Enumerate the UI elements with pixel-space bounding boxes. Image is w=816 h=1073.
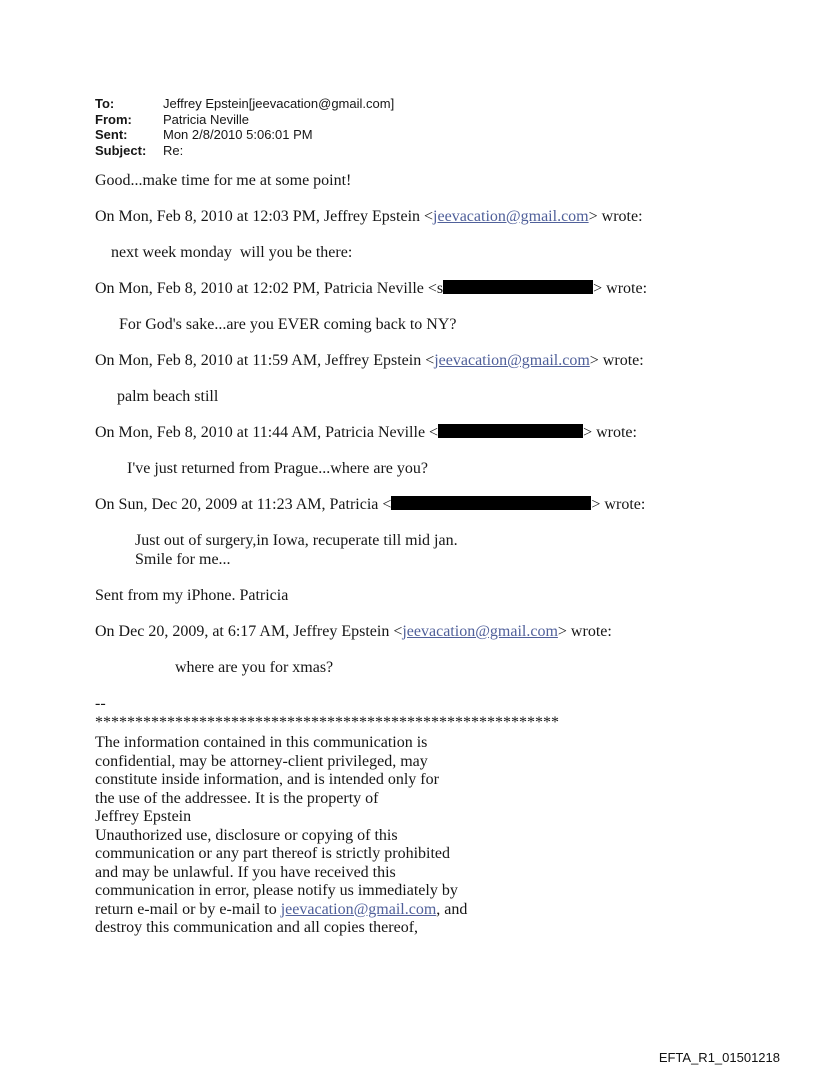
signature-line: Sent from my iPhone. Patricia [95, 587, 289, 604]
quote-text: On Mon, Feb 8, 2010 at 11:44 AM, Patricia Neville < [95, 424, 439, 441]
disclaimer-line: communication or any part thereof is strictly prohibited [95, 845, 451, 862]
disclaimer-line: The information contained in this communication is [95, 734, 428, 751]
message-line-6: where are you for xmas? [175, 659, 334, 676]
from-label: From: [95, 111, 132, 127]
disclaimer-text: return e-mail or by e-mail to [95, 900, 281, 918]
email-link[interactable]: jeevacation@gmail.com [434, 352, 590, 369]
quote-header-3 [95, 351, 735, 370]
header-row-to [95, 96, 394, 112]
quote-header-6 [95, 622, 735, 641]
quote-header-4 [95, 423, 735, 442]
from-value: Patricia Neville [163, 111, 249, 127]
asterisk-divider: ********************************************************** [95, 714, 559, 731]
header-row-subject [95, 143, 394, 159]
disclaimer-line: Jeffrey Epstein [95, 808, 192, 825]
confidentiality-disclaimer [95, 734, 735, 938]
redaction-bar [443, 280, 593, 294]
quote-text: On Sun, Dec 20, 2009 at 11:23 AM, Patricia < [95, 496, 392, 513]
quote-text: > wrote: [593, 280, 648, 297]
disclaimer-line: confidential, may be attorney-client privileged, may [95, 752, 428, 770]
sent-value: Mon 2/8/2010 5:06:01 PM [163, 127, 313, 142]
quote-text: On Mon, Feb 8, 2010 at 11:59 AM, Jeffrey Epstein < [95, 352, 435, 369]
disclaimer-text: , and [436, 900, 468, 918]
header-row-sent [95, 127, 394, 143]
email-link[interactable]: jeevacation@gmail.com [433, 208, 589, 225]
quote-header-5 [95, 495, 735, 514]
quote-text: > wrote: [589, 352, 644, 369]
to-label: To: [95, 96, 115, 111]
subject-value: Re: [163, 142, 184, 158]
quote-text: On Dec 20, 2009, at 6:17 AM, Jeffrey Epstein < [95, 623, 403, 640]
quote-text: > wrote: [583, 424, 637, 441]
quote-text: > wrote: [557, 623, 612, 640]
message-line-5a: Just out of surgery,in Iowa, recuperate till mid jan. [135, 532, 458, 549]
header-row-from [95, 112, 394, 128]
subject-label: Subject: [95, 142, 147, 158]
to-value: Jeffrey Epstein[jeevacation@gmail.com] [163, 96, 395, 111]
bates-number: EFTA_R1_01501218 [658, 1050, 780, 1065]
disclaimer-line: Unauthorized use, disclosure or copying of this [95, 826, 398, 844]
quote-text: > wrote: [591, 496, 646, 513]
quote-header-1 [95, 207, 735, 226]
quote-text: On Mon, Feb 8, 2010 at 12:03 PM, Jeffrey Epstein < [95, 208, 434, 225]
message-line-5b: Smile for me... [135, 551, 231, 568]
email-link[interactable]: jeevacation@gmail.com [402, 623, 558, 640]
message-line-3: palm beach still [117, 388, 219, 405]
redaction-bar [438, 424, 583, 438]
quote-text: > wrote: [588, 208, 643, 225]
email-body [95, 171, 735, 938]
disclaimer-line [95, 901, 735, 920]
disclaimer-line: the use of the addressee. It is the property of [95, 789, 379, 807]
disclaimer-line: constitute inside information, and is intended only for [95, 771, 439, 788]
disclaimer-line: and may be unlawful. If you have received this [95, 863, 396, 881]
email-header [95, 96, 394, 158]
quote-header-2 [95, 279, 735, 298]
signature-divider: -- [95, 695, 106, 712]
message-line-2: For God's sake...are you EVER coming back to NY? [119, 316, 457, 333]
greeting-line: Good...make time for me at some point! [95, 172, 352, 189]
sent-label: Sent: [95, 127, 128, 142]
redaction-bar [391, 496, 591, 510]
message-line-1: next week monday will you be there: [111, 244, 353, 261]
disclaimer-line: destroy this communication and all copies thereof, [95, 919, 419, 936]
quote-text: On Mon, Feb 8, 2010 at 12:02 PM, Patricia Neville <s [95, 280, 444, 297]
message-line-4: I've just returned from Prague...where are you? [127, 460, 428, 477]
disclaimer-line: communication in error, please notify us immediately by [95, 882, 458, 899]
email-link[interactable]: jeevacation@gmail.com [280, 900, 437, 918]
